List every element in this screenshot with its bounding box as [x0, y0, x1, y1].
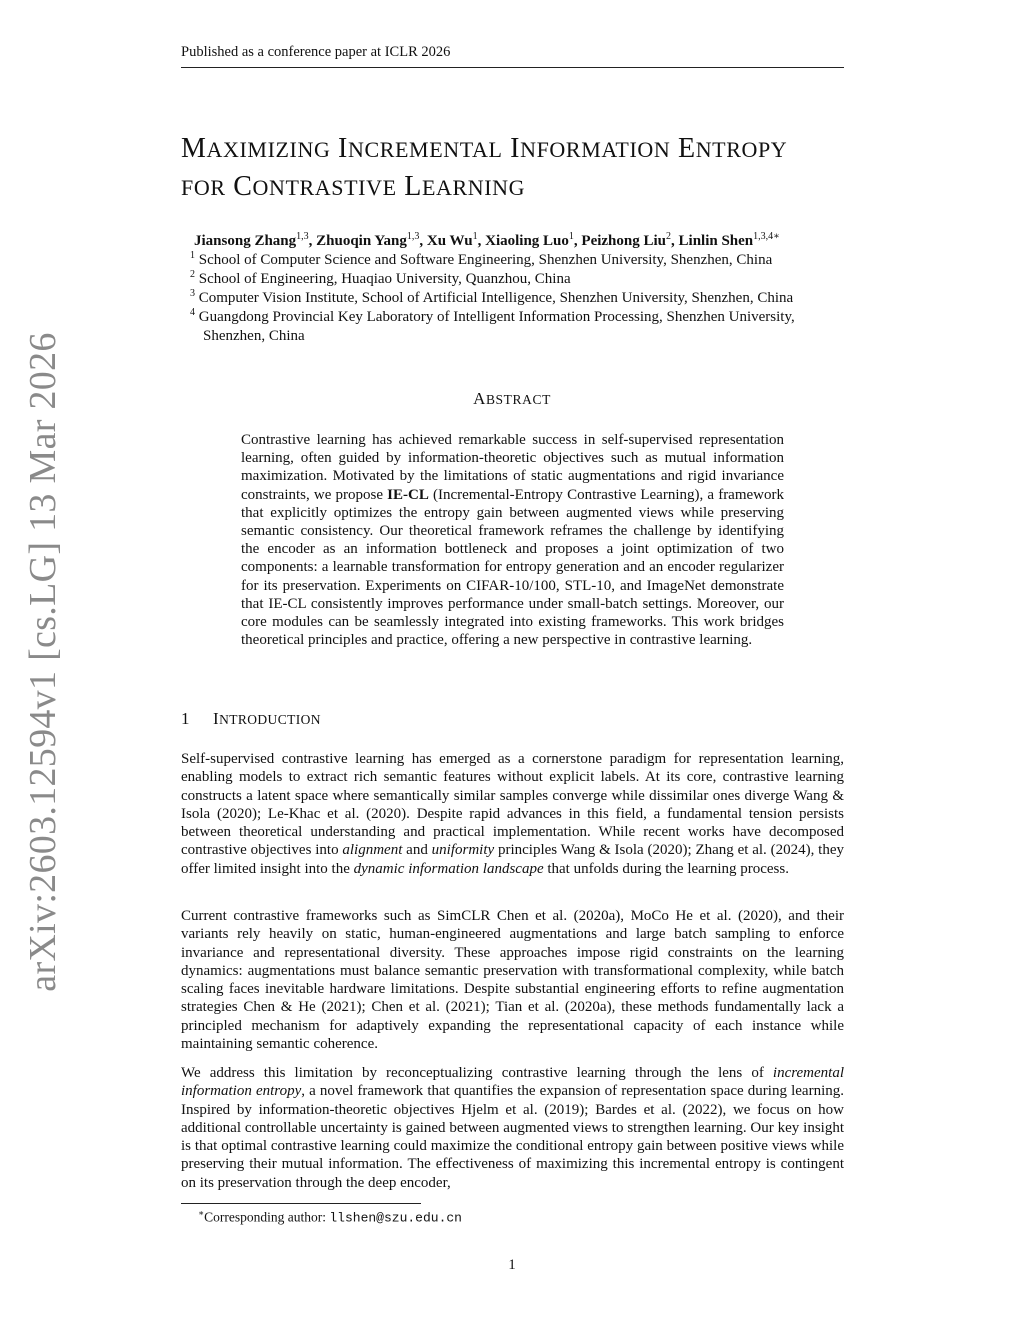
section-heading-introduction [181, 709, 321, 729]
author-name: Xiaoling Luo [485, 233, 569, 249]
title-line-1 [181, 130, 861, 168]
title-word-rest: ONTRASTIVE [252, 175, 397, 200]
author-affil-mark: 1 [568, 231, 574, 242]
affiliation-mark: 4 [190, 307, 195, 318]
intro-paragraph-3 [181, 1064, 844, 1192]
abstract-method-name: IE-CL [387, 486, 429, 503]
author-name: Peizhong Liu [581, 233, 667, 249]
affiliation-text: School of Computer Science and Software Engineering, Shenzhen University, Shenzhen, China [198, 252, 773, 268]
footnote-label: Corresponding author: [204, 1209, 330, 1225]
running-header [181, 44, 844, 68]
author-name: Xu Wu [426, 233, 473, 249]
title-word-rest: NCREMENTAL [347, 137, 503, 162]
title-word-rest: EARNING [421, 175, 526, 200]
title-word-rest: FOR [181, 175, 226, 200]
abstract-heading-cap: A [473, 389, 486, 408]
footnote-mark: ∗ [198, 1208, 205, 1218]
author-sep: , [671, 233, 679, 249]
author-sep: , [477, 233, 486, 249]
title-word-cap: L [404, 171, 422, 202]
intro-paragraph-1 [181, 750, 844, 878]
affiliation-mark: 2 [190, 269, 195, 280]
author-name: Linlin Shen [678, 233, 754, 249]
title-word-cap: I [510, 133, 521, 164]
affiliation-text: Computer Vision Institute, School of Artificial Intelligence, Shenzhen University, Shenzhen, China [198, 290, 794, 306]
paragraph-emphasis: alignment [342, 842, 403, 859]
affiliation-4 [190, 303, 880, 346]
author-name: Jiansong Zhang [194, 233, 297, 249]
paragraph-text: , a novel framework that quantifies the expansion of representation space during learning. Inspired by information-theoretic objectives Hjelm et al. (2019); Bardes et al. (2022), we focus on how additional controllable uncertainty is gained between augmented views to strengthen learning. Our key insight is that optimal contrastive learning could maximize the conditional entropy gain between positive views while preserving their mutual information. The effectiveness of maximizing this incremental entropy is contingent on its preservation through the deep encoder, [181, 1083, 844, 1191]
author-sep: , [573, 233, 582, 249]
footnote-email: llshen@szu.edu.cn [329, 1210, 462, 1226]
affiliation-mark: 1 [190, 250, 195, 261]
affiliation-mark: 3 [190, 288, 195, 299]
paragraph-text: Current contrastive frameworks such as SimCLR Chen et al. (2020a), MoCo He et al. (2020), and their variants rely heavily on static, human-engineered augmentations and large batch sampling to enforce invariance and representational diversity. These approaches impose rigid constraints on the learning dynamics: augmentations must balance semantic preservation with transformational complexity, while batch scaling faces inevitable hardware limitations. Despite substantial engineering efforts to refine augmentation strategies Chen & He (2021); Chen et al. (2021); Tian et al. (2020a), these methods fundamentally lack a principled mechanism for adaptively expanding the representational capacity of each instance while maintaining semantic coherence. [181, 908, 844, 1053]
title-line-2 [181, 168, 861, 206]
paragraph-text: principles Wang & Isola (2020); Zhang et al. (2024), they offer limited insight into the [181, 842, 844, 877]
running-head-text: Published as a conference paper at ICLR 2026 [181, 44, 451, 60]
title-word-rest: AXIMIZING [206, 137, 331, 162]
author-affil-mark: 1,3,4∗ [753, 231, 780, 242]
footnote [198, 1208, 462, 1226]
author-affil-mark: 1,3 [296, 231, 309, 242]
abstract-text: (Incremental-Entropy Contrastive Learning), a framework that explicitly optimizes the entropy gain between augmented views while preserving semantic consistency. Our theoretical framework reframes the challenge by identifying the encoder as an information bottleneck and proposes a joint optimization of two components: a learnable transformation for entropy generation and an encoder regularizer for its preservation. Experiments on CIFAR-10/100, STL-10, and ImageNet demonstrate that IE-CL consistently improves performance under small-batch settings. Moreover, our core modules can be seamlessly integrated into existing frameworks. This work bridges theoretical principles and practice, offering a new perspective in contrastive learning. [241, 486, 784, 649]
author-name: Zhuoqin Yang [316, 233, 407, 249]
author-affil-mark: 2 [666, 231, 672, 242]
title-word-cap: E [677, 133, 696, 164]
author-affil-mark: 1,3 [406, 231, 420, 242]
footnote-rule [181, 1203, 421, 1204]
paragraph-text: We address this limitation by reconceptualizing contrastive learning through the lens of [181, 1065, 773, 1081]
paper-title [181, 130, 861, 206]
abstract-heading-rest: BSTRACT [485, 392, 551, 407]
affiliation-text: Guangdong Provincial Key Laboratory of Intelligent Information Processing, Shenzhen University, [198, 309, 795, 325]
arxiv-stamp: arXiv:2603.12594v1 [cs.LG] 13 Mar 2026 [22, 332, 64, 992]
author-sep: , [308, 233, 317, 249]
affiliation-text: School of Engineering, Huaqiao University, Quanzhou, China [198, 271, 571, 287]
author-sep: , [419, 233, 427, 249]
abstract-heading [0, 389, 1024, 409]
section-number: 1 [181, 709, 190, 728]
paragraph-emphasis: dynamic information landscape [353, 860, 544, 877]
affiliation-text-cont: Shenzhen, China [203, 328, 305, 344]
title-word-cap: I [338, 133, 348, 164]
title-word-rest: NFORMATION [520, 137, 671, 162]
abstract-body [241, 431, 784, 649]
paragraph-text: and [402, 842, 432, 859]
paragraph-emphasis: uniformity [431, 842, 495, 859]
paragraph-text: Self-supervised contrastive learning has emerged as a cornerstone paradigm for representation learning, enabling models to extract rich semantic features without explicit labels. At its core, contrastive learning constructs a latent space where semantically similar samples converge while dissimilar ones diverge Wang & Isola (2020); Le-Khac et al. (2020). Despite rapid advances in this field, a fundamental tension persists between theoretical understanding and practical implementation. While recent works have decomposed contrastive objectives into [181, 751, 844, 859]
author-affil-mark: 1 [472, 231, 478, 242]
paragraph-emphasis: incremental information entropy [181, 1065, 844, 1100]
page-number: 1 [508, 1257, 516, 1273]
section-title-rest: NTRODUCTION [219, 712, 321, 727]
intro-paragraph-2 [181, 907, 844, 1053]
title-word-cap: C [233, 171, 253, 202]
paragraph-text: that unfolds during the learning process. [543, 860, 789, 877]
title-word-cap: M [181, 133, 207, 164]
abstract-text: Contrastive learning has achieved remarkable success in self-supervised representation learning, often guided by information-theoretic objectives such as mutual information maximization. Motivated by the limitations of static augmentations and rigid invariance constraints, we propose [241, 432, 784, 503]
section-title-cap: I [213, 709, 220, 728]
title-word-rest: NTROPY [695, 137, 788, 162]
